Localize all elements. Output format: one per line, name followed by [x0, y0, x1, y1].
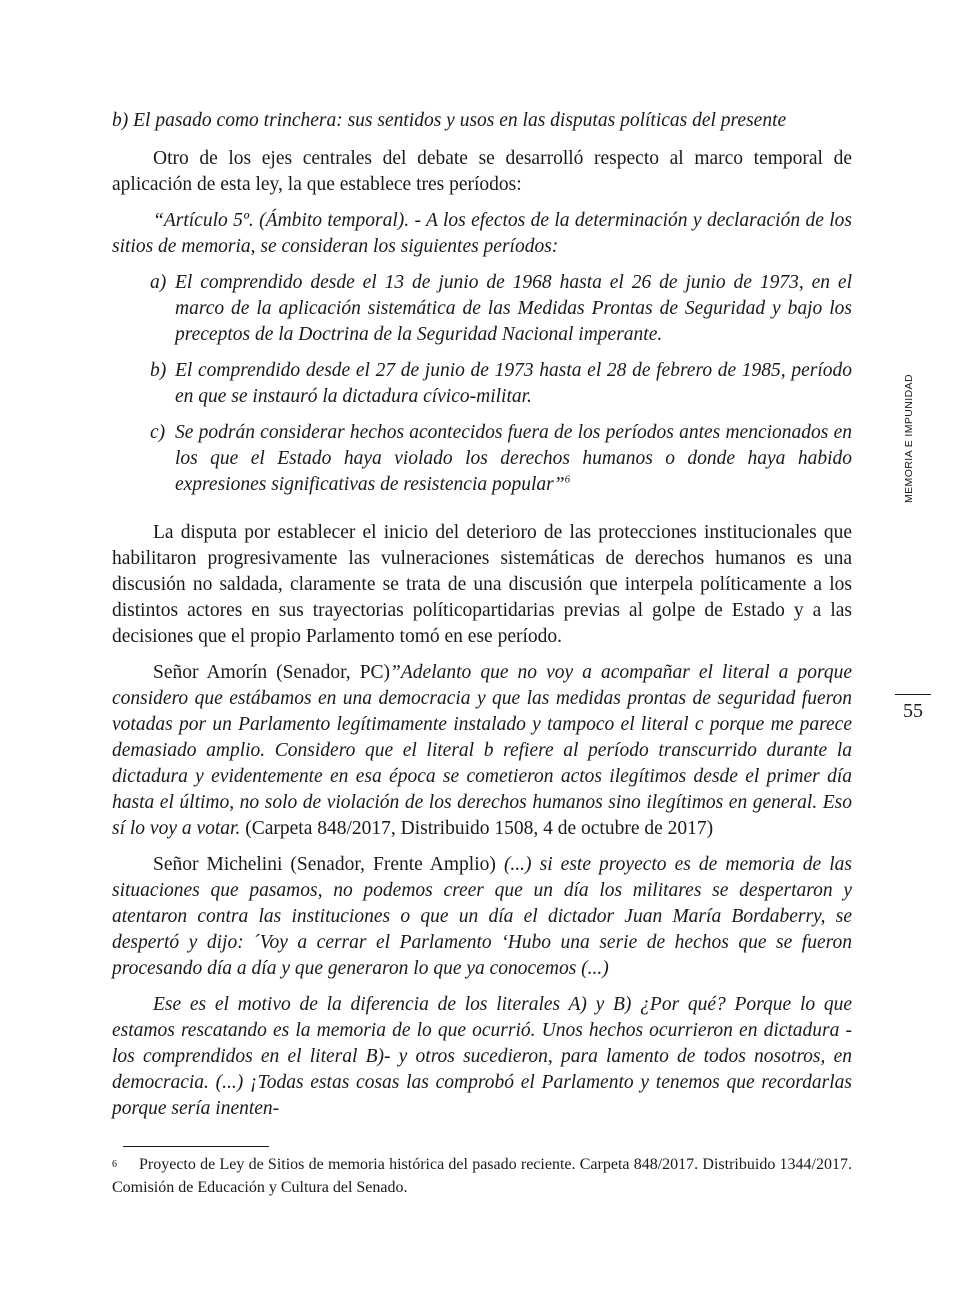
list-item-text: El comprendido desde el 27 de junio de 1973 hasta el 28 de febrero de 1985, período en que se instauró la dictadura cívico-militar.	[175, 360, 852, 407]
amorin-citation: (Carpeta 848/2017, Distribuido 1508, 4 de octubre de 2017)	[240, 818, 714, 839]
periods-list	[150, 270, 852, 498]
list-item	[150, 270, 852, 348]
michelini-quote: (...) si este proyecto es de memoria de las situaciones que pasamos, no podemos creer que un día los militares se despertaron y atentaron contra las instituciones o que un día el dictador Juan María Bordaberry, se despertó y dijo: ´Voy a cerrar el Parlamento ‘Hubo una serie de hechos que se fueron procesando día a día y que generaron lo que ya conocemos (...)	[112, 854, 852, 979]
list-item-label: c)	[150, 422, 166, 443]
article-quote: “Artículo 5º. (Ámbito temporal). - A los efectos de la determinación y declaración de los sitios de memoria, se consideran los siguientes períodos:	[112, 210, 852, 257]
michelini-paragraph	[112, 852, 852, 982]
list-item-label: a)	[150, 272, 167, 293]
list-item	[150, 358, 852, 410]
list-item-text: El comprendido desde el 13 de junio de 1968 hasta el 26 de junio de 1973, en el marco de la aplicación sistemática de las Medidas Prontas de Seguridad y bajo los preceptos de la Doctrina de la Seguridad Nacional imperante.	[175, 272, 852, 345]
amorin-quote: ”Adelanto que no voy a acompañar el literal a porque considero que estábamos en una democracia y que las medidas prontas de seguridad fueron votadas por un Parlamento legítimamente instalado y tampoco el literal c porque me parece demasiado amplio. Considero que el literal b refiere al período transcurrido durante la dictadura y evidentemente en esa época se cometieron actos ilegítimos desde el primer día hasta el último, no solo de violación de los derechos humanos sino ilegítimos en general. Eso sí lo voy a votar.	[112, 662, 852, 839]
footnote-reference[interactable]: 6	[564, 473, 571, 486]
intro-paragraph: Otro de los ejes centrales del debate se desarrolló respecto al marco temporal de aplicación de esta ley, la que establece tres períodos:	[112, 148, 852, 195]
michelini-speaker: Señor Michelini (Senador, Frente Amplio)	[153, 854, 504, 875]
section-title: b) El pasado como trinchera: sus sentidos y usos en las disputas políticas del presente	[112, 110, 787, 131]
dispute-paragraph: La disputa por establecer el inicio del deterioro de las protecciones institucionales que habilitaron progresivamente las vulneraciones sistemáticas de derechos humanos es una discusión no saldada, claramente se trata de una discusión que interpela políticamente a los distintos actores en sus trayectorias políticopartidarias previas al golpe de Estado y a las decisiones que el propio Parlamento tomó en ese período.	[112, 522, 852, 647]
amorin-paragraph	[112, 660, 852, 842]
running-title: MEMORIA E IMPUNIDAD	[903, 374, 915, 504]
period-c-text: Se podrán considerar hechos acontecidos fuera de los períodos antes mencionados en los que el Estado haya violado los derechos humanos o donde haya habido expresiones significativas de resistencia popular”	[175, 422, 852, 495]
footnote	[112, 1153, 852, 1199]
footnote-number: 6	[112, 1159, 117, 1170]
footnote-text: Proyecto de Ley de Sitios de memoria histórica del pasado reciente. Carpeta 848/2017. Distribuido 1344/2017. Comisión de Educación y Cultura del Senado.	[112, 1156, 852, 1196]
list-item-text	[175, 420, 852, 498]
footnote-divider	[123, 1146, 269, 1147]
list-item-label: b)	[150, 360, 167, 381]
list-item	[150, 420, 852, 498]
page-body	[112, 108, 852, 1122]
amorin-speaker: Señor Amorín (Senador, PC)	[153, 662, 391, 683]
page-number: 55	[903, 700, 923, 722]
page-number-rule	[895, 694, 931, 695]
motive-paragraph: Ese es el motivo de la diferencia de los literales A) y B) ¿Por qué? Porque lo que estamos rescatando es la memoria de lo que ocurrió. Unos hechos ocurrieron en dictadura -los comprendidos en el literal B)- y otros sucedieron, para lamento de todos nosotros, en democracia. (...) ¡Todas estas cosas las comprobó el Parlamento y tenemos que recordarlas porque sería inenten-	[112, 994, 852, 1119]
